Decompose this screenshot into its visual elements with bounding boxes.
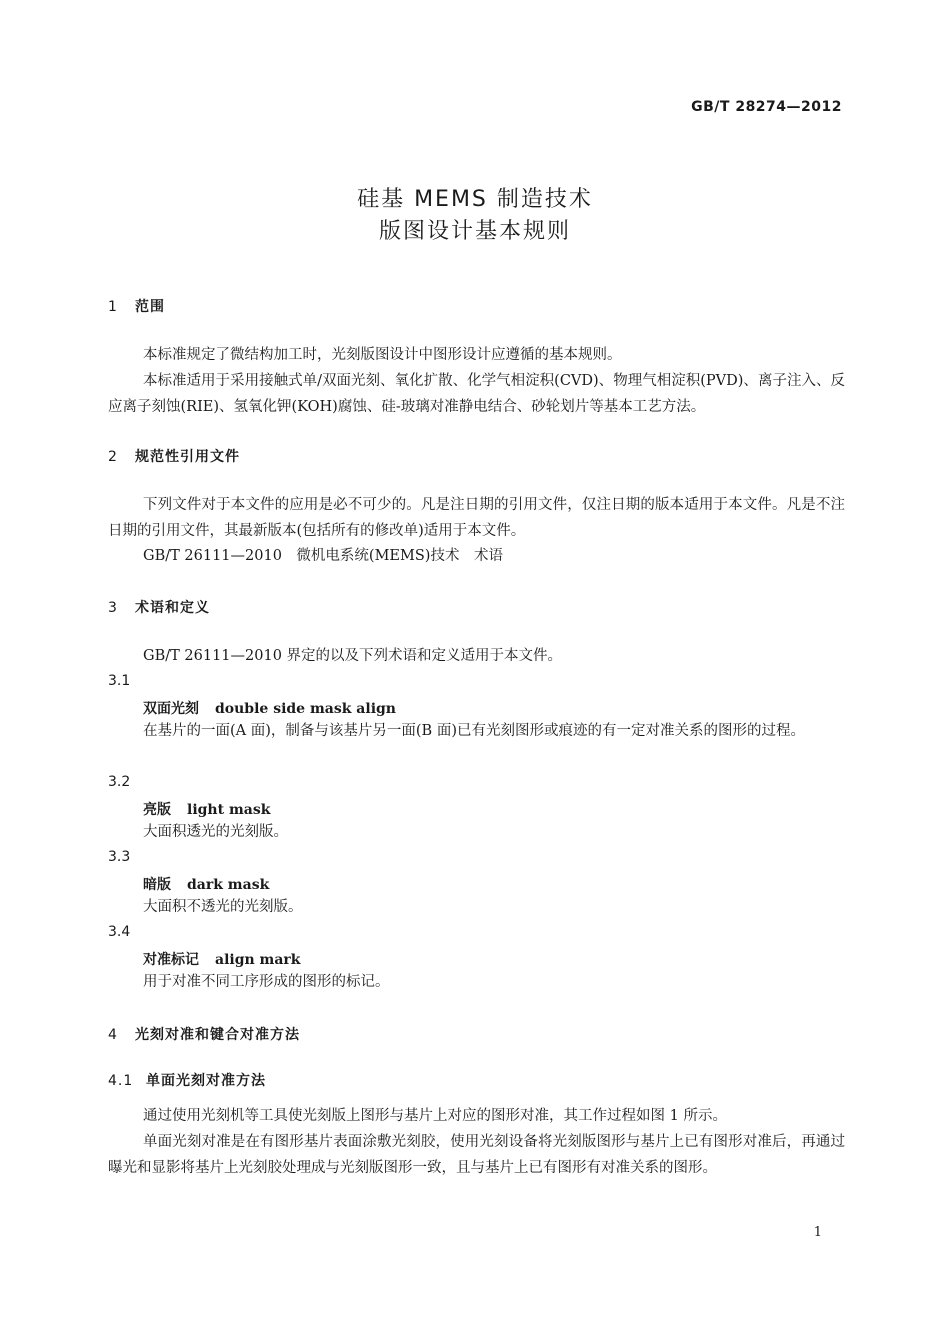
section-2-paragraph-1: 下列文件对于本文件的应用是必不可少的。凡是注日期的引用文件，仅注日期的版本适用于本文件。凡是不注日期的引用文件，其最新版本(包括所有的修改单)适用于本文件。 xyxy=(108,497,845,539)
section-title: 范围 xyxy=(135,299,165,315)
section-2-heading xyxy=(108,446,240,466)
term-definition: 用于对准不同工序形成的图形的标记。 xyxy=(143,974,390,990)
term-chinese: 亮版 xyxy=(143,802,171,818)
section-number: 1 xyxy=(108,299,118,315)
term-name xyxy=(143,799,270,819)
subsection-4-1-paragraph-1: 通过使用光刻机等工具使光刻版上图形与基片上对应的图形对准，其工作过程如图 1 所示。 xyxy=(143,1108,727,1124)
term-definition: 大面积不透光的光刻版。 xyxy=(143,899,303,915)
term-chinese: 暗版 xyxy=(143,877,171,893)
term-english: align mark xyxy=(215,952,301,968)
subsection-number: 4.1 xyxy=(108,1073,134,1089)
section-1-paragraph-1: 本标准规定了微结构加工时，光刻版图设计中图形设计应遵循的基本规则。 xyxy=(143,347,622,363)
section-1-paragraph-2: 本标准适用于采用接触式单/双面光刻、氧化扩散、化学气相淀积(CVD)、物理气相淀积(PVD)、离子注入、反应离子刻蚀(RIE)、氢氧化钾(KOH)腐蚀、硅-玻璃对准静电结合、砂轮划片等基本工艺方法。 xyxy=(108,373,845,415)
section-title: 术语和定义 xyxy=(135,600,210,616)
term-chinese: 双面光刻 xyxy=(143,701,199,717)
section-3-heading xyxy=(108,597,210,617)
term-english: light mask xyxy=(187,802,271,818)
section-3-paragraph-1: GB/T 26111—2010 界定的以及下列术语和定义适用于本文件。 xyxy=(143,648,563,664)
term-name xyxy=(143,698,396,718)
term-number: 3.1 xyxy=(108,673,131,689)
term-english: dark mask xyxy=(187,877,270,893)
term-name xyxy=(143,949,301,969)
section-number: 3 xyxy=(108,600,118,616)
term-number: 3.2 xyxy=(108,774,131,790)
subsection-4-1-heading xyxy=(108,1070,266,1090)
page-number: 1 xyxy=(813,1225,822,1240)
section-title: 光刻对准和键合对准方法 xyxy=(135,1027,300,1043)
section-number: 4 xyxy=(108,1027,118,1043)
section-1-heading xyxy=(108,296,165,316)
term-english: double side mask align xyxy=(215,701,396,717)
subsection-4-1-paragraph-2: 单面光刻对准是在有图形基片表面涂敷光刻胶，使用光刻设备将光刻版图形与基片上已有图形对准后，再通过曝光和显影将基片上光刻胶处理成与光刻版图形一致，且与基片上已有图形有对准关系的图形。 xyxy=(108,1134,845,1176)
section-number: 2 xyxy=(108,449,118,465)
term-number: 3.3 xyxy=(108,849,131,865)
normative-reference: GB/T 26111—2010 微机电系统(MEMS)技术 术语 xyxy=(143,548,503,564)
standard-code: GB/T 28274—2012 xyxy=(691,99,842,115)
term-chinese: 对准标记 xyxy=(143,952,199,968)
subsection-title: 单面光刻对准方法 xyxy=(146,1073,266,1089)
title-line-2: 版图设计基本规则 xyxy=(378,219,571,244)
section-title: 规范性引用文件 xyxy=(135,449,240,465)
title-line-1: 硅基 MEMS 制造技术 xyxy=(357,187,593,212)
term-definition: 大面积透光的光刻版。 xyxy=(143,824,288,840)
term-name xyxy=(143,874,269,894)
section-4-heading xyxy=(108,1024,300,1044)
term-number: 3.4 xyxy=(108,924,131,940)
term-definition: 在基片的一面(A 面)，制备与该基片另一面(B 面)已有光刻图形或痕迹的有一定对准关系的图形的过程。 xyxy=(143,723,805,739)
